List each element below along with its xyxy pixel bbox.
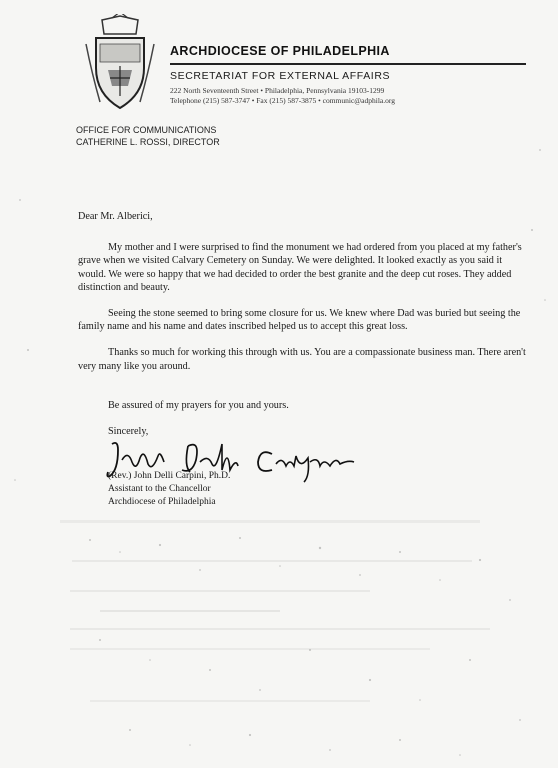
signer-title: Assistant to the Chancellor [108, 484, 211, 494]
assurance-line: Be assured of my prayers for you and yours. [108, 400, 289, 411]
signature-block [108, 470, 230, 509]
signer-name: (Rev.) John Delli Carpini, Ph.D. [108, 471, 231, 481]
office-block [76, 124, 220, 148]
letterhead-org-name: ARCHDIOCESE OF PHILADELPHIA [170, 44, 390, 58]
signer-org: Archdiocese of Philadelphia [108, 497, 216, 507]
salutation: Dear Mr. Alberici, [78, 211, 153, 222]
letterhead-department: SECRETARIAT FOR EXTERNAL AFFAIRS [170, 70, 391, 82]
paragraph-3: Thanks so much for working this through with us. You are a compassionate business man. There aren't very many like you around. [78, 347, 526, 372]
letterhead-address: 222 North Seventeenth Street • Philadelphia, Pennsylvania 19103-1299 [170, 86, 385, 95]
paragraph-1: My mother and I were surprised to find the monument we had ordered from you placed at my father's grave when we visited Calvary Cemetery on Sunday. We were delighted. It looked exactly as you said it would. We were so happy that we had decided to order the best granite and the deep cut roses. They added distinction and beauty. [78, 242, 522, 293]
letterhead-phone: Telephone (215) 587-3747 • Fax (215) 587-3875 • communic@adphila.org [170, 96, 395, 105]
paragraph-2: Seeing the stone seemed to bring some closure for us. We knew where Dad was buried but seeing the family name and his name and dates inscribed helped us to accept this great loss. [78, 308, 521, 333]
closing: Sincerely, [108, 426, 149, 437]
letter-body [78, 210, 526, 386]
archdiocese-crest-logo [82, 14, 158, 114]
office-director: CATHERINE L. ROSSI, DIRECTOR [76, 137, 220, 147]
letterhead-rule [170, 63, 526, 65]
office-name: OFFICE FOR COMMUNICATIONS [76, 125, 217, 135]
